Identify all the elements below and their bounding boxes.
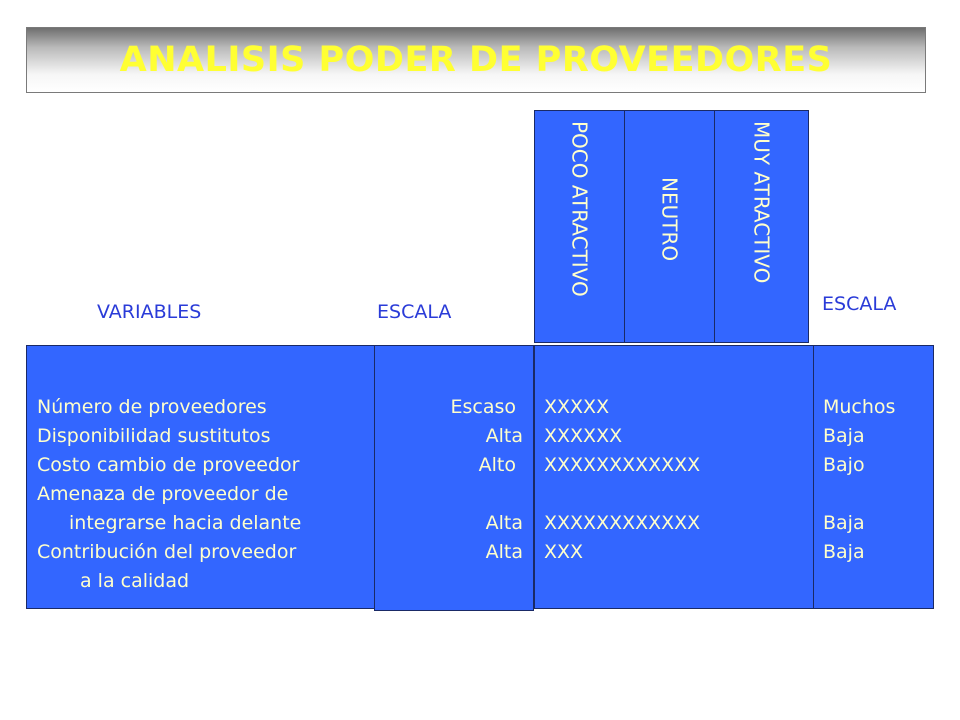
header-muy-label: MUY ATRACTIVO xyxy=(749,121,774,284)
title-banner xyxy=(26,27,926,93)
escala-right-item: Baja xyxy=(823,425,865,447)
escala-left-item: Escaso xyxy=(450,396,516,418)
escala-right-box xyxy=(813,345,934,609)
header-neutro xyxy=(624,110,715,343)
escala-left-box xyxy=(374,345,534,611)
variable-item: integrarse hacia delante xyxy=(69,512,302,534)
rating-item: XXXXXX xyxy=(544,425,623,447)
rating-item xyxy=(544,480,700,509)
header-neutro-label: NEUTRO xyxy=(657,177,682,262)
variable-item: Amenaza de proveedor de xyxy=(37,483,289,505)
escala-right-item: Bajo xyxy=(823,454,865,476)
escala-left-item: Alta xyxy=(485,425,523,447)
rating-item: XXXXXXXXXXXX xyxy=(544,454,701,476)
variable-item: Contribución del proveedor xyxy=(37,541,297,563)
page-title: ANALISIS PODER DE PROVEEDORES xyxy=(119,40,833,80)
header-muy-atractivo xyxy=(714,110,809,343)
header-poco-label: POCO ATRACTIVO xyxy=(567,121,592,297)
escala-left-list xyxy=(450,393,523,567)
rating-item: XXXXXXXXXXXX xyxy=(544,512,701,534)
escala-right-list xyxy=(823,393,895,567)
variable-item: a la calidad xyxy=(80,570,190,592)
variables-list xyxy=(37,393,301,596)
variables-label: VARIABLES xyxy=(97,301,202,323)
variable-item: Número de proveedores xyxy=(37,396,267,418)
escala-right-item: Baja xyxy=(823,512,865,534)
escala-right-item: Muchos xyxy=(823,396,896,418)
variable-item: Costo cambio de proveedor xyxy=(37,454,300,476)
escala-left-item: Alta xyxy=(485,512,523,534)
rating-item: XXX xyxy=(544,541,584,563)
escala-right-item xyxy=(823,480,895,509)
ratings-list xyxy=(544,393,700,567)
escala-left-item: Alta xyxy=(485,541,523,563)
variables-box xyxy=(26,345,375,609)
variable-item: Disponibilidad sustitutos xyxy=(37,425,271,447)
escala-left-item: Alto xyxy=(478,454,516,476)
header-poco-atractivo xyxy=(534,110,625,343)
escala-right-item: Baja xyxy=(823,541,865,563)
rating-item: XXXXX xyxy=(544,396,610,418)
escala-left-label: ESCALA xyxy=(377,301,452,323)
escala-right-label: ESCALA xyxy=(822,293,897,315)
escala-left-item xyxy=(450,480,523,509)
ratings-box xyxy=(534,345,814,609)
